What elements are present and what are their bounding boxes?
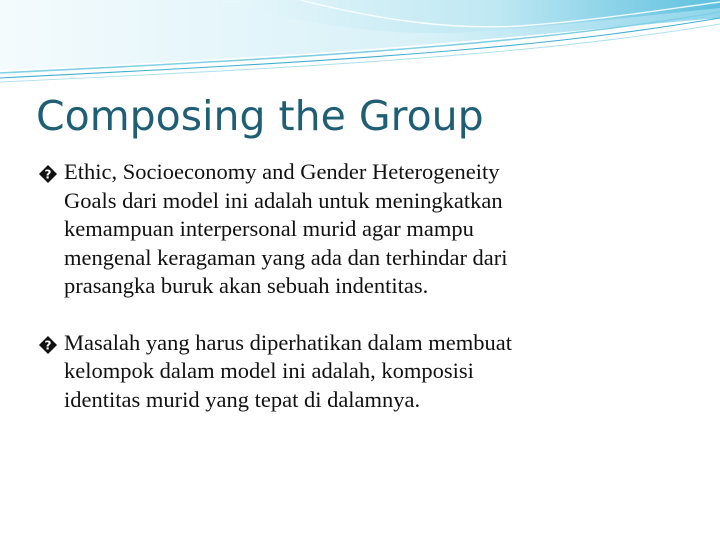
bullet-1-line-3: kemampuan interpersonal murid agar mampu bbox=[64, 216, 474, 241]
wave-header-decoration bbox=[0, 0, 720, 95]
replacement-glyph-icon bbox=[38, 164, 58, 184]
bullet-2-line-3: identitas murid yang tepat di dalamnya. bbox=[64, 386, 421, 412]
svg-text:?: ? bbox=[44, 338, 52, 352]
bullet-2-line-2: kelompok dalam model ini adalah, komposisi bbox=[64, 358, 474, 383]
bullet-1-line-4: mengenal keragaman yang ada dan terhindar dari bbox=[64, 244, 508, 270]
replacement-glyph-icon bbox=[38, 335, 58, 355]
slide-title: Composing the Group bbox=[36, 92, 484, 140]
bullet-2-line-1: Masalah yang harus diperhatikan dalam membuat bbox=[64, 329, 512, 355]
bullet-1-line-2: Goals dari model ini adalah untuk meningkatkan bbox=[64, 187, 503, 213]
bullet-paragraph-1 bbox=[38, 158, 678, 301]
bullet-paragraph-2 bbox=[38, 329, 678, 415]
svg-text:?: ? bbox=[44, 167, 52, 182]
bullet-1-line-5: prasangka buruk akan sebuah indentitas. bbox=[64, 273, 429, 298]
bullet-1-line-1: Ethic, Socioeconomy and Gender Heterogeneity bbox=[64, 159, 500, 184]
slide-body bbox=[38, 158, 678, 414]
